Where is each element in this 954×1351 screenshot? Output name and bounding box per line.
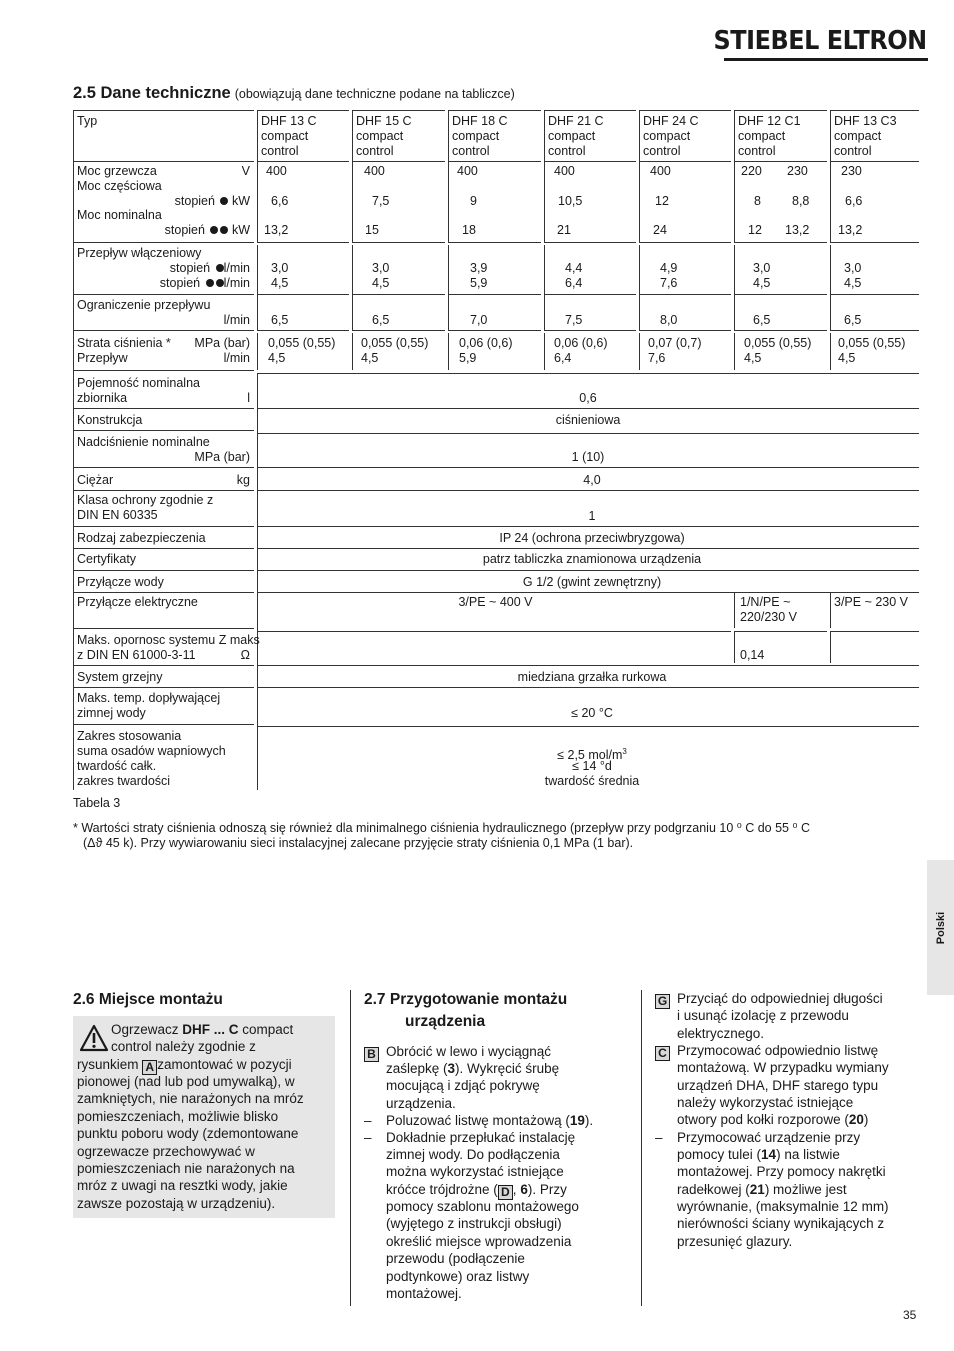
step-b-line: urządzenia.	[386, 1096, 456, 1111]
row-line	[257, 665, 919, 666]
col-line	[352, 245, 353, 330]
rodzaj-value: IP 24 (ochrona przeciwbryzgowa)	[499, 531, 685, 545]
row-line	[830, 110, 919, 111]
col-line	[352, 333, 353, 370]
footnote-line: * Wartości straty ciśnienia odnoszą się również dla minimalnego ciśnienia hydraulicznego (przepływ przy podgrzaniu 10 ⁰ C do 55 ⁰ C	[73, 821, 810, 835]
row-line	[73, 110, 254, 111]
row-line	[257, 242, 349, 243]
step-e-line: radełkowej (21) możliwe jest	[677, 1182, 847, 1197]
zakres-label: Zakres stosowania	[77, 729, 182, 743]
model-header: DHF 13 C compact control	[261, 114, 317, 158]
col-line	[544, 164, 545, 242]
stage-dot-icon	[220, 197, 228, 205]
step-dash-text: zimnej wody. Do podłączenia można wykorzystać istniejące	[386, 1147, 564, 1180]
step-c-line: Przymocować odpowiednio listwę	[677, 1043, 879, 1058]
ciezar-unit: kg	[236, 473, 250, 487]
ogr-value: 6,5	[271, 313, 289, 327]
strata-flow: 7,6	[648, 351, 666, 365]
step-e-line: montażowej. Przy pomocy nakrętki	[677, 1164, 886, 1179]
dash: –	[364, 1113, 372, 1128]
pojemnosc-label: Pojemność nominalna	[77, 376, 200, 390]
row-line	[734, 242, 827, 243]
elektryczne-1npe: 1/N/PE ~	[740, 595, 791, 609]
row-line	[257, 726, 919, 727]
col-line	[734, 592, 735, 628]
section-heading: 2.5 Dane techniczne	[73, 84, 231, 102]
strata-mpa: 0,06 (0,6)	[554, 336, 608, 350]
language-tab-label: Polski	[934, 911, 947, 944]
row-line	[448, 161, 541, 162]
moc-unit-v: V	[241, 164, 250, 178]
row-line	[257, 592, 919, 593]
step-e-line: wyrównanie, (maksymalnie 12 mm)	[677, 1199, 889, 1214]
step-g-line: Przyciąć do odpowiedniej długości	[677, 991, 883, 1006]
step-dash-line: króćce trójdrożne ( D , 6). Przy	[386, 1182, 567, 1199]
step-g-badge: G	[655, 990, 670, 1009]
row-line	[352, 161, 445, 162]
ciezar-value: 4,0	[583, 473, 601, 487]
page-number: 35	[903, 1308, 917, 1322]
pojemnosc-label-2: zbiornika	[77, 391, 128, 405]
row-line	[257, 433, 919, 434]
moc-voltage: 220	[741, 164, 762, 178]
step-e-line: Przymocować urządzenie przy	[677, 1130, 861, 1145]
strata-flow: 4,5	[361, 351, 379, 365]
model-header: DHF 13 C3 compact control	[834, 114, 897, 158]
warning-line-2: control należy zgodnie z	[111, 1039, 256, 1054]
col-line	[830, 631, 831, 663]
strata-unit: MPa (bar)	[194, 336, 250, 350]
row-line	[830, 242, 919, 243]
elektryczne-3pe230: 3/PE ~ 230 V	[834, 595, 909, 609]
klasa-label-2: DIN EN 60335	[77, 508, 158, 522]
zakres-value-1: ≤ 2,5 mol/$m^3$	[557, 747, 627, 763]
row-line	[448, 110, 541, 111]
strata-mpa: 0,055 (0,55)	[744, 336, 812, 350]
brand-logo: STIEBEL ELTRON	[713, 26, 927, 56]
row-line	[73, 467, 254, 468]
temp-label: Maks. temp. dopływającej	[77, 691, 221, 705]
row-line	[257, 467, 919, 468]
strata-flow: 4,5	[744, 351, 762, 365]
system-value: miedziana grzałka rurkowa	[517, 670, 667, 684]
przeplyw-s2: 6,4	[565, 276, 583, 290]
row-line	[734, 161, 827, 162]
ogr-value: 6,5	[753, 313, 771, 327]
step-e-line: pomocy tulei (14) na listwie	[677, 1147, 840, 1162]
section-2-7-title: 2.7 Przygotowanie montażu	[364, 991, 568, 1008]
section-2-6-title: 2.6 Miejsce montażu	[73, 991, 223, 1008]
row-line	[73, 330, 254, 331]
row-line	[734, 330, 827, 331]
row-line	[73, 526, 254, 527]
strata-flow: 6,4	[554, 351, 572, 365]
col-line	[352, 164, 353, 242]
przeplyw-s2: 4,5	[844, 276, 862, 290]
row-line	[257, 408, 919, 409]
row-line	[448, 294, 541, 295]
row-line	[257, 687, 919, 688]
model-header: DHF 15 C compact control	[356, 114, 412, 158]
col-line	[830, 110, 831, 164]
row-line	[73, 687, 254, 688]
row-line	[639, 110, 731, 111]
certyfikaty-value: patrz tabliczka znamionowa urządzenia	[482, 552, 702, 566]
row-line	[257, 373, 919, 374]
row-line	[73, 161, 254, 162]
figure-ref-d-badge: D	[498, 1185, 513, 1200]
row-line	[73, 430, 254, 431]
przeplyw-s1: 3,0	[753, 261, 771, 275]
przeplyw-s2: 5,9	[470, 276, 488, 290]
warning-line-1: Ogrzewacz DHF ... C compact	[111, 1022, 294, 1037]
row-line	[352, 242, 445, 243]
moc-label-4: Moc nominalna	[77, 208, 162, 222]
col-line	[257, 164, 258, 242]
col-line	[734, 245, 735, 330]
row-line	[734, 631, 827, 632]
row-line	[544, 161, 636, 162]
moc-nominal: 13,2	[785, 223, 810, 237]
strata-flow: 4,5	[268, 351, 286, 365]
stage-dot-icon	[220, 226, 228, 234]
ogr-value: 8,0	[660, 313, 678, 327]
strata-mpa: 0,07 (0,7)	[648, 336, 702, 350]
strata-flow: 5,9	[459, 351, 477, 365]
warning-icon	[79, 1024, 109, 1052]
row-line	[639, 330, 731, 331]
model-header: DHF 12 C1 compact control	[738, 114, 801, 158]
konstrukcja-label: Konstrukcja	[77, 413, 143, 427]
moc-voltage: 400	[554, 164, 575, 178]
moc-partial: 8	[754, 194, 761, 208]
strata-mpa: 0,055 (0,55)	[361, 336, 429, 350]
col-line	[448, 110, 449, 164]
warning-box	[73, 1016, 335, 1218]
row-line	[639, 161, 731, 162]
row-line	[257, 548, 919, 549]
przeplyw-stage2: stopień l/min	[159, 276, 250, 290]
moc-label-2: Moc częściowa	[77, 179, 162, 193]
model-header: DHF 21 C compact control	[548, 114, 604, 158]
col-line	[734, 631, 735, 663]
dash: –	[655, 1130, 663, 1145]
wody-label: Przyłącze wody	[77, 575, 164, 589]
warning-line-3: rysunkiem A zamontować w pozycji	[77, 1057, 292, 1074]
step-c-line: należy wykorzystać istniejące	[677, 1095, 854, 1110]
przeplyw-s1: 3,0	[271, 261, 289, 275]
warning-text: pionowej (nad lub pod umywalką), w zamkniętych, nie narażonych na mróz pomieszczeniach, możliwie blisko punktu poboru wody (zdemontowane ogrzewacze przechowywać w pomieszczeniach nie narażonych na mróz z uwagi na resztki wody, jakie zawsze pozostają w urządzeniu).	[77, 1074, 304, 1211]
przeplyw-label: Przepływ włączeniowy	[77, 246, 202, 260]
pojemnosc-value: 0,6	[579, 391, 597, 405]
col-line	[257, 333, 258, 370]
nadcisnienie-label: Nadciśnienie nominalne	[77, 435, 210, 449]
strata-mpa: 0,055 (0,55)	[268, 336, 336, 350]
step-dash-text: pomocy szablonu montażowego (wyjętego z instrukcji obsługi) określić miejsce wprowadzenia przewodu (podłączenie podtynkowe) oraz listwy montażowej.	[386, 1199, 579, 1302]
row-line	[734, 110, 827, 111]
maksz-label-2: z DIN EN 61000-3-11	[77, 648, 196, 662]
col-line	[639, 333, 640, 370]
moc-voltage: 230	[841, 164, 862, 178]
moc-nominal: 13,2	[264, 223, 289, 237]
przeplyw-s2: 7,6	[660, 276, 678, 290]
step-c-line: otwory pod kołki rozporowe (20)	[677, 1112, 869, 1127]
rodzaj-label: Rodzaj zabezpieczenia	[77, 531, 206, 545]
moc-voltage: 400	[650, 164, 671, 178]
ciezar-label: Ciężar	[77, 473, 114, 487]
moc-voltage: 400	[364, 164, 385, 178]
stage-dot-icon	[216, 264, 224, 272]
ogr-value: 6,5	[372, 313, 390, 327]
table-caption: Tabela 3	[73, 796, 121, 810]
system-label: System grzejny	[77, 670, 163, 684]
row-line	[257, 161, 349, 162]
row-line	[257, 490, 919, 491]
przeplyw-stage1: stopień l/min	[169, 261, 250, 275]
row-line	[73, 490, 254, 491]
strata-mpa: 0,055 (0,55)	[838, 336, 906, 350]
row-line	[830, 161, 919, 162]
ogr-value: 7,5	[565, 313, 583, 327]
row-line	[639, 242, 731, 243]
moc-nominal: 21	[557, 223, 571, 237]
przeplyw-s2: 4,5	[372, 276, 390, 290]
col-line	[257, 110, 258, 164]
logo-underline	[724, 58, 928, 61]
step-b-line: mocującą i zdjąć pokrywę	[386, 1078, 540, 1093]
przeplyw-s2: 4,5	[271, 276, 289, 290]
pojemnosc-unit: l	[247, 391, 250, 405]
row-line	[544, 330, 636, 331]
step-c-line: montażową. W przypadku wymiany	[677, 1060, 889, 1075]
przeplyw-s2: 4,5	[753, 276, 771, 290]
row-line	[352, 330, 445, 331]
przeplyw-s1: 4,4	[565, 261, 583, 275]
nadcisnienie-value: 1 (10)	[571, 450, 605, 464]
moc-partial: 8,8	[792, 194, 810, 208]
stage-dot-icon	[216, 279, 224, 287]
row-line	[73, 548, 254, 549]
temp-value: ≤ 20 °C	[571, 706, 613, 720]
figure-ref-a-badge: A	[142, 1060, 157, 1075]
maksz-label: Maks. opornosc systemu Z maks	[77, 633, 260, 647]
klasa-label: Klasa ochrony zgodnie z	[77, 493, 214, 507]
zakres-value-2: ≤ 14 °d	[572, 759, 612, 773]
nadcisnienie-unit: MPa (bar)	[194, 450, 250, 464]
moc-voltage: 400	[457, 164, 478, 178]
stage-dot-icon	[210, 226, 218, 234]
row-line	[352, 294, 445, 295]
col-line	[830, 333, 831, 370]
step-dash-line: Dokładnie przepłukać instalację	[386, 1130, 576, 1145]
moc-partial: 6,6	[271, 194, 289, 208]
row-line	[734, 294, 827, 295]
col-line	[448, 245, 449, 330]
step-dash-line: Poluzować listwę montażową (19).	[386, 1113, 594, 1128]
klasa-value: 1	[588, 509, 596, 523]
konstrukcja-value: ciśnieniowa	[555, 413, 621, 427]
row-line	[257, 330, 349, 331]
section-subtitle: (obowiązują dane techniczne podane na tabliczce)	[234, 87, 515, 101]
row-line	[73, 592, 254, 593]
wody-value: G 1/2 (gwint zewnętrzny)	[522, 575, 662, 589]
strata-flow-label: Przepływ	[77, 351, 128, 365]
row-line	[352, 110, 445, 111]
row-line	[544, 294, 636, 295]
moc-stage1: stopień kW	[174, 194, 250, 208]
elektryczne-3pe400: 3/PE ~ 400 V	[458, 595, 533, 609]
przeplyw-s1: 4,9	[660, 261, 678, 275]
model-header: DHF 24 C compact control	[643, 114, 699, 158]
strata-mpa: 0,06 (0,6)	[459, 336, 513, 350]
certyfikaty-label: Certyfikaty	[77, 552, 137, 566]
row-line	[830, 330, 919, 331]
col-line	[639, 110, 640, 164]
row-line	[830, 631, 919, 632]
row-line	[73, 724, 254, 725]
col-line	[734, 333, 735, 370]
col-line	[830, 245, 831, 330]
row-line	[639, 294, 731, 295]
column-divider	[641, 990, 642, 1306]
ogr-value: 7,0	[470, 313, 488, 327]
strata-flow: 4,5	[838, 351, 856, 365]
moc-nominal: 24	[653, 223, 667, 237]
row-line	[73, 408, 254, 409]
step-c-badge: C	[655, 1042, 670, 1061]
zakres-label-4: zakres twardości	[77, 774, 171, 788]
moc-voltage: 230	[787, 164, 808, 178]
col-line	[544, 110, 545, 164]
moc-partial: 9	[470, 194, 477, 208]
step-b-line: zaślepkę (3). Wykręcić śrubę	[386, 1061, 560, 1076]
col-line	[448, 333, 449, 370]
step-g-line: elektrycznego.	[677, 1026, 765, 1041]
section-2-7-title-2: urządzenia	[405, 1013, 486, 1030]
moc-partial: 10,5	[558, 194, 583, 208]
typ-label: Typ	[77, 114, 98, 128]
step-e-line: nierówności ściany wynikających z	[677, 1216, 885, 1231]
maksz-unit: Ω	[240, 648, 250, 662]
temp-label-2: zimnej wody	[77, 706, 146, 720]
row-line	[257, 570, 919, 571]
przeplyw-s1: 3,9	[470, 261, 488, 275]
step-b-badge: B	[364, 1043, 379, 1062]
row-line	[73, 665, 254, 666]
moc-nominal: 13,2	[838, 223, 863, 237]
zakres-label-3: twardość całk.	[77, 759, 157, 773]
column-divider	[350, 990, 351, 1306]
zakres-value-3: twardość średnia	[544, 774, 640, 788]
moc-nominal: 18	[462, 223, 476, 237]
moc-nominal: 12	[748, 223, 762, 237]
step-c-line: urządzeń DHA, DHF starego typu	[677, 1078, 879, 1093]
ogr-unit: l/min	[223, 313, 250, 327]
col-line	[257, 245, 258, 330]
przeplyw-s1: 3,0	[844, 261, 862, 275]
row-line	[73, 294, 254, 295]
moc-partial: 6,6	[845, 194, 863, 208]
language-tab	[927, 860, 954, 995]
row-line	[73, 628, 254, 629]
elektryczne-1npe-2: 220/230 V	[740, 610, 797, 624]
row-line	[257, 526, 919, 527]
moc-nominal: 15	[365, 223, 379, 237]
ogr-value: 6,5	[844, 313, 862, 327]
step-e-line: przesunięć glazury.	[677, 1234, 793, 1249]
row-line	[544, 110, 636, 111]
footnote	[73, 821, 933, 851]
col-line	[734, 110, 735, 164]
strata-label: Strata ciśnienia *	[77, 336, 171, 350]
row-line	[830, 294, 919, 295]
step-b-line: Obrócić w lewo i wyciągnąć	[386, 1044, 552, 1059]
col-line	[639, 164, 640, 242]
moc-label-1: Moc grzewcza	[77, 164, 157, 178]
row-line	[448, 242, 541, 243]
step-g-line: i usunąć izolację z przewodu	[677, 1008, 849, 1023]
dash: –	[364, 1130, 372, 1145]
zakres-label-2: suma osadów wapniowych	[77, 744, 226, 758]
moc-partial: 12	[655, 194, 669, 208]
moc-voltage: 400	[266, 164, 287, 178]
table-left-border	[73, 110, 74, 790]
row-line	[73, 570, 254, 571]
row-line	[544, 242, 636, 243]
row-line	[257, 294, 349, 295]
moc-partial: 7,5	[372, 194, 390, 208]
col-line	[734, 164, 735, 242]
footnote-line: (Δϑ 45 k). Przy wywiarowaniu sieci instalacyjnej zalecane przyjęcie straty ciśnienia 0,1 MPa (1 bar).	[83, 836, 634, 850]
col-line	[544, 245, 545, 330]
col-line	[352, 110, 353, 164]
col-line	[544, 333, 545, 370]
col-line	[830, 164, 831, 242]
row-line	[257, 110, 349, 111]
row-line	[257, 631, 731, 632]
strata-flow-unit: l/min	[223, 351, 250, 365]
stage-dot-icon	[206, 279, 214, 287]
col-line	[448, 164, 449, 242]
row-line	[73, 370, 254, 371]
section-title	[73, 84, 515, 103]
col-line	[830, 592, 831, 628]
col-line	[639, 245, 640, 330]
maksz-value: 0,14	[740, 648, 765, 662]
przeplyw-s1: 3,0	[372, 261, 390, 275]
model-header: DHF 18 C compact control	[452, 114, 508, 158]
ogr-label: Ograniczenie przepływu	[77, 298, 211, 312]
elektryczne-label: Przyłącze elektryczne	[77, 595, 198, 609]
row-line	[448, 330, 541, 331]
moc-stage2: stopień kW	[164, 223, 250, 237]
row-line	[73, 242, 254, 243]
